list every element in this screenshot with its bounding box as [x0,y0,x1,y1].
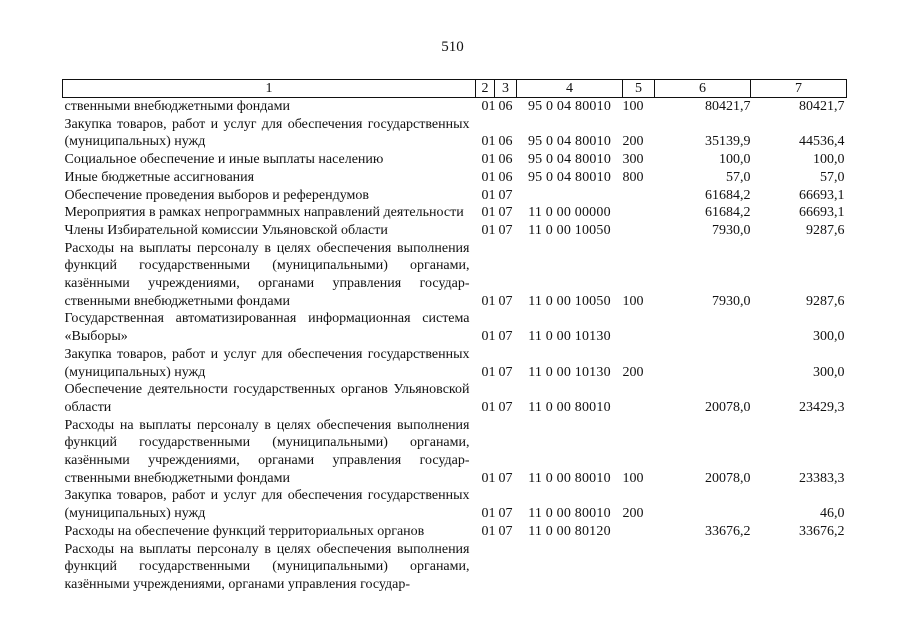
table-row [63,523,847,541]
row-expense-type-code [623,222,655,240]
row-section-code: 01 [481,329,496,345]
table-header [63,80,847,98]
row-target-article-code: 11 0 00 80120 [528,523,611,539]
row-amount-col6: 7930,0 [712,293,751,309]
row-expense-type-code [623,541,655,594]
table-row [63,541,847,594]
row-amount-col6: 20078,0 [705,399,751,415]
header-col-1: 1 [63,80,476,98]
row-subsection-code: 06 [498,134,513,150]
table-row [63,222,847,240]
row-section-code: 01 [481,187,496,203]
row-name: Расходы на выплаты персоналу в целях обеспечения выполнения функций государственными (муниципальными) органами, казёнными учреждениями, органами управления государственными внебюджетными фондами [64,240,470,309]
row-name: Члены Избирательной комиссии Ульяновской области [64,222,388,238]
table-row [63,346,847,381]
row-subsection-code: 06 [498,152,513,168]
row-expense-type-code: 200 [622,506,644,522]
row-target-article-code: 11 0 00 10050 [528,293,611,309]
row-section-code: 01 [481,470,496,486]
row-amount-col7: 9287,6 [806,222,845,238]
row-amount-col7 [751,541,847,594]
row-amount-col6: 33676,2 [705,523,751,539]
row-section-code: 01 [481,205,496,221]
row-target-article-code: 11 0 00 80010 [528,506,611,522]
row-expense-type-code: 100 [622,470,644,486]
table-row [63,240,847,311]
table-row [63,381,847,416]
row-amount-col7: 300,0 [813,364,845,380]
row-section-code: 01 [481,222,496,238]
table-row [63,487,847,522]
row-amount-col7: 100,0 [813,152,845,168]
row-target-article-code: 11 0 00 10130 [528,364,611,380]
row-expense-type-code [623,187,655,205]
row-amount-col6 [655,310,751,345]
row-amount-col6: 20078,0 [705,470,751,486]
header-col-5: 5 [623,80,655,98]
row-subsection-code: 06 [498,169,513,185]
row-target-article-code: 11 0 00 10050 [528,222,611,238]
header-row [63,80,847,98]
row-target-article-code [517,187,623,205]
row-amount-col7: 44536,4 [799,134,845,150]
row-name: Государственная автоматизированная информационная система «Выборы» [64,311,470,345]
row-section-code [476,541,495,594]
row-target-article-code: 95 0 04 80010 [527,134,612,150]
row-amount-col6 [655,541,751,594]
row-section-code: 01 [481,99,496,114]
header-col-4: 4 [517,80,623,98]
table-body [63,98,847,594]
row-name: Обеспечение проведения выборов и референдумов [64,187,369,203]
row-expense-type-code [623,310,655,345]
row-expense-type-code: 800 [622,169,644,185]
header-col-7: 7 [751,80,847,98]
row-name: Иные бюджетные ассигнования [64,169,255,185]
row-expense-type-code: 100 [622,293,644,309]
row-section-code: 01 [481,364,496,380]
row-section-code: 01 [481,293,496,309]
row-amount-col7: 23429,3 [799,399,845,415]
row-expense-type-code: 200 [622,364,644,380]
row-amount-col7: 66693,1 [799,187,845,203]
row-amount-col7: 300,0 [813,329,845,345]
row-target-article-code [517,541,623,594]
row-target-article-code: 95 0 04 80010 [527,99,612,114]
row-name: Расходы на выплаты персоналу в целях обеспечения выполнения функций государственными (муниципальными) органами, казёнными учреждениями, органами управления государственными внебюджетными фондами [64,417,470,486]
row-subsection-code: 07 [498,399,513,415]
row-target-article-code: 11 0 00 00000 [528,205,611,221]
row-expense-type-code [623,381,655,416]
row-target-article-code: 11 0 00 10130 [528,329,611,345]
row-amount-col6: 80421,7 [705,99,751,114]
row-subsection-code: 07 [498,523,513,539]
row-subsection-code: 07 [498,187,513,203]
row-amount-col6: 35139,9 [705,134,751,150]
row-amount-col7: 23383,3 [799,470,845,486]
row-subsection-code [495,541,517,594]
row-section-code: 01 [481,523,496,539]
row-section-code: 01 [481,506,496,522]
row-amount-col7: 57,0 [820,169,845,185]
row-subsection-code: 07 [498,506,513,522]
page-number: 510 [441,39,464,55]
row-amount-col7: 9287,6 [806,293,845,309]
row-target-article-code: 11 0 00 80010 [528,470,611,486]
row-amount-col6: 61684,2 [705,187,751,203]
budget-table [62,79,847,594]
table-row [63,169,847,187]
row-amount-col6: 7930,0 [712,222,751,238]
row-section-code: 01 [481,134,496,150]
header-col-2: 2 [476,80,495,98]
row-amount-col6 [655,346,751,381]
row-name: Закупка товаров, работ и услуг для обеспечения государственных (муниципальных) нужд [64,488,470,522]
row-name: Закупка товаров, работ и услуг для обеспечения государственных (муниципальных) нужд [64,346,470,380]
row-subsection-code: 07 [498,293,513,309]
row-subsection-code: 07 [498,329,513,345]
row-name: ственными внебюджетными фондами [64,99,290,114]
row-name: Обеспечение деятельности государственных органов Ульяновской области [64,382,470,415]
row-section-code: 01 [481,399,496,415]
header-col-6: 6 [655,80,751,98]
row-section-code: 01 [481,152,496,168]
table-row [63,151,847,169]
row-target-article-code: 95 0 04 80010 [527,152,612,168]
row-expense-type-code [623,204,655,222]
row-target-article-code: 95 0 04 80010 [527,169,612,185]
row-name: Расходы на выплаты персоналу в целях обеспечения выполнения функций государственными (муниципальными) органами, казёнными учреждениями, органами управления государ- [64,541,470,592]
table-row [63,204,847,222]
row-amount-col7: 33676,2 [799,523,845,539]
row-section-code: 01 [481,169,496,185]
row-expense-type-code: 200 [622,134,644,150]
row-expense-type-code [623,523,655,541]
row-name: Мероприятия в рамках непрограммных направлений деятельности [64,205,464,221]
row-subsection-code: 07 [498,222,513,238]
row-amount-col6: 61684,2 [705,205,751,221]
row-expense-type-code: 300 [622,152,644,168]
row-amount-col7: 80421,7 [799,99,845,114]
table-row [63,310,847,345]
row-expense-type-code: 100 [622,99,644,114]
row-amount-col6 [655,487,751,522]
row-amount-col7: 46,0 [820,506,845,522]
row-name: Закупка товаров, работ и услуг для обеспечения государственных (муниципальных) нужд [64,116,470,150]
row-subsection-code: 07 [498,364,513,380]
row-subsection-code: 07 [498,470,513,486]
row-amount-col7: 66693,1 [799,205,845,221]
table-row [63,417,847,488]
row-amount-col6: 57,0 [726,169,751,185]
row-subsection-code: 06 [498,99,513,114]
table-row [63,116,847,151]
row-amount-col6: 100,0 [719,152,751,168]
table-row [63,187,847,205]
row-name: Расходы на обеспечение функций территориальных органов [64,523,425,539]
header-col-3: 3 [495,80,517,98]
table-row [63,98,847,116]
row-target-article-code: 11 0 00 80010 [528,399,611,415]
row-name: Социальное обеспечение и иные выплаты населению [64,152,384,168]
row-subsection-code: 07 [498,205,513,221]
